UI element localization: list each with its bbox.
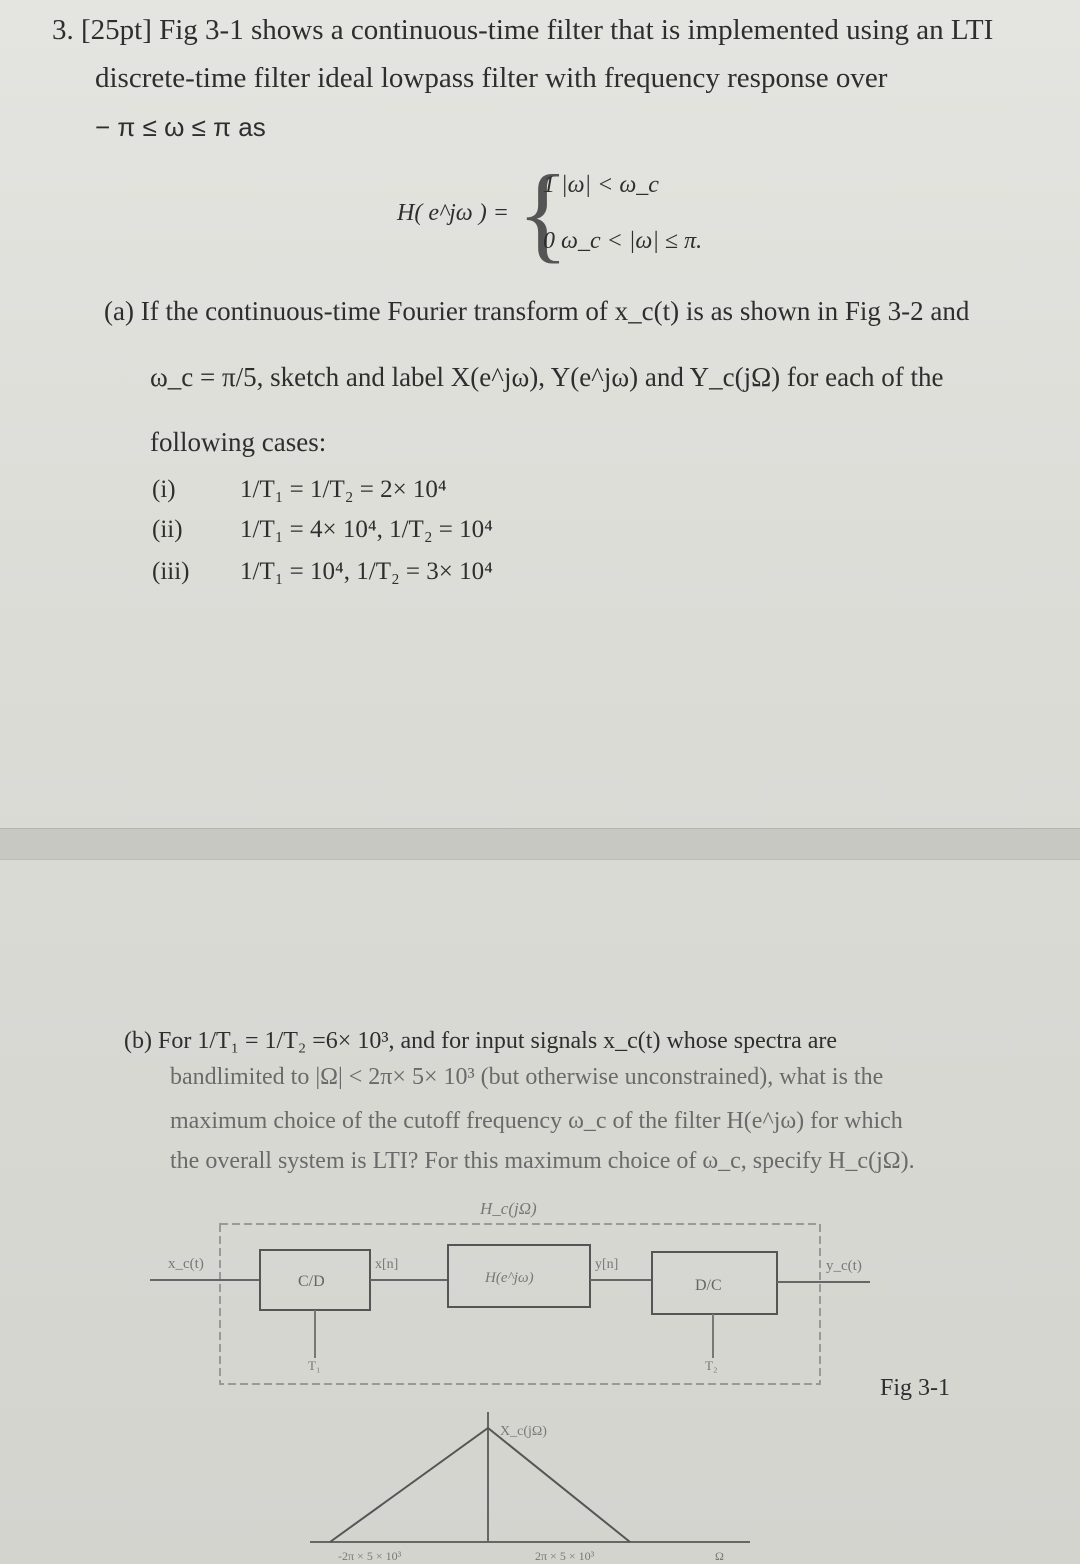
equation-lhs: H( e^jω ) = [397,200,509,226]
input-label: x_c(t) [168,1256,204,1272]
spectrum-triangle [330,1428,630,1542]
problem-header [52,14,993,47]
dc-label: D/C [695,1277,722,1294]
equation-brace: { [517,154,569,273]
part-a-line-3: following cases: [150,427,327,457]
case-label: (ii) [152,516,183,543]
t2-label: T₂ [705,1358,718,1373]
case-label: (iii) [152,558,190,585]
block-diagram [150,1190,910,1564]
problem-number: 3. [52,14,74,46]
figure-label: Fig 3-1 [880,1375,951,1401]
part-a-line-2: ω_c = π/5, sketch and label X(e^jω), Y(e^jω) and Y_c(jΩ) for each of the [150,362,944,392]
part-a-line-1: (a) If the continuous-time Fourier transform of x_c(t) is as shown in Fig 3-2 and [104,296,970,326]
problem-points: [25pt] [81,14,152,46]
case-label: (i) [152,476,176,503]
part-b-line-3: maximum choice of the cutoff frequency ω_c of the filter H(e^jω) for which [170,1108,903,1134]
spectrum-right-tick: 2π × 5 × 10³ [535,1549,595,1563]
problem-intro-3: − π ≤ ω ≤ π as [95,112,266,142]
hc-label: H_c(jΩ) [480,1199,537,1218]
spectrum-axis-label: Ω [715,1549,724,1563]
equation-case-1: 1 |ω| < ω_c [543,172,659,198]
problem-intro-2: discrete-time filter ideal lowpass filter with frequency response over [95,62,888,94]
xn-label: x[n] [375,1257,399,1272]
output-label: y_c(t) [826,1258,862,1274]
t1-label: T₁ [308,1358,321,1373]
part-b-line-1: (b) For 1/T₁ = 1/T₂ =6× 10³, and for input signals x_c(t) whose spectra are [124,1028,838,1054]
filter-label: H(e^jω) [485,1270,534,1286]
case-text: 1/T₁ = 1/T₂ = 2× 10⁴ [240,476,447,503]
spectrum-left-tick: -2π × 5 × 10³ [338,1549,402,1563]
part-b-line-2: bandlimited to |Ω| < 2π× 5× 10³ (but otherwise unconstrained), what is the [170,1064,884,1090]
yn-label: y[n] [595,1257,619,1272]
spectrum-label: X_c(jΩ) [500,1424,547,1439]
problem-intro-1: Fig 3-1 shows a continuous-time filter that is implemented using an LTI [159,14,994,46]
cd-label: C/D [298,1273,325,1290]
part-b-line-4: the overall system is LTI? For this maximum choice of ω_c, specify H_c(jΩ). [170,1148,915,1174]
equation-case-2: 0 ω_c < |ω| ≤ π. [543,228,703,254]
case-text: 1/T₁ = 4× 10⁴, 1/T₂ = 10⁴ [240,516,493,543]
case-text: 1/T₁ = 10⁴, 1/T₂ = 3× 10⁴ [240,558,493,585]
page-fold-band [0,828,1080,860]
